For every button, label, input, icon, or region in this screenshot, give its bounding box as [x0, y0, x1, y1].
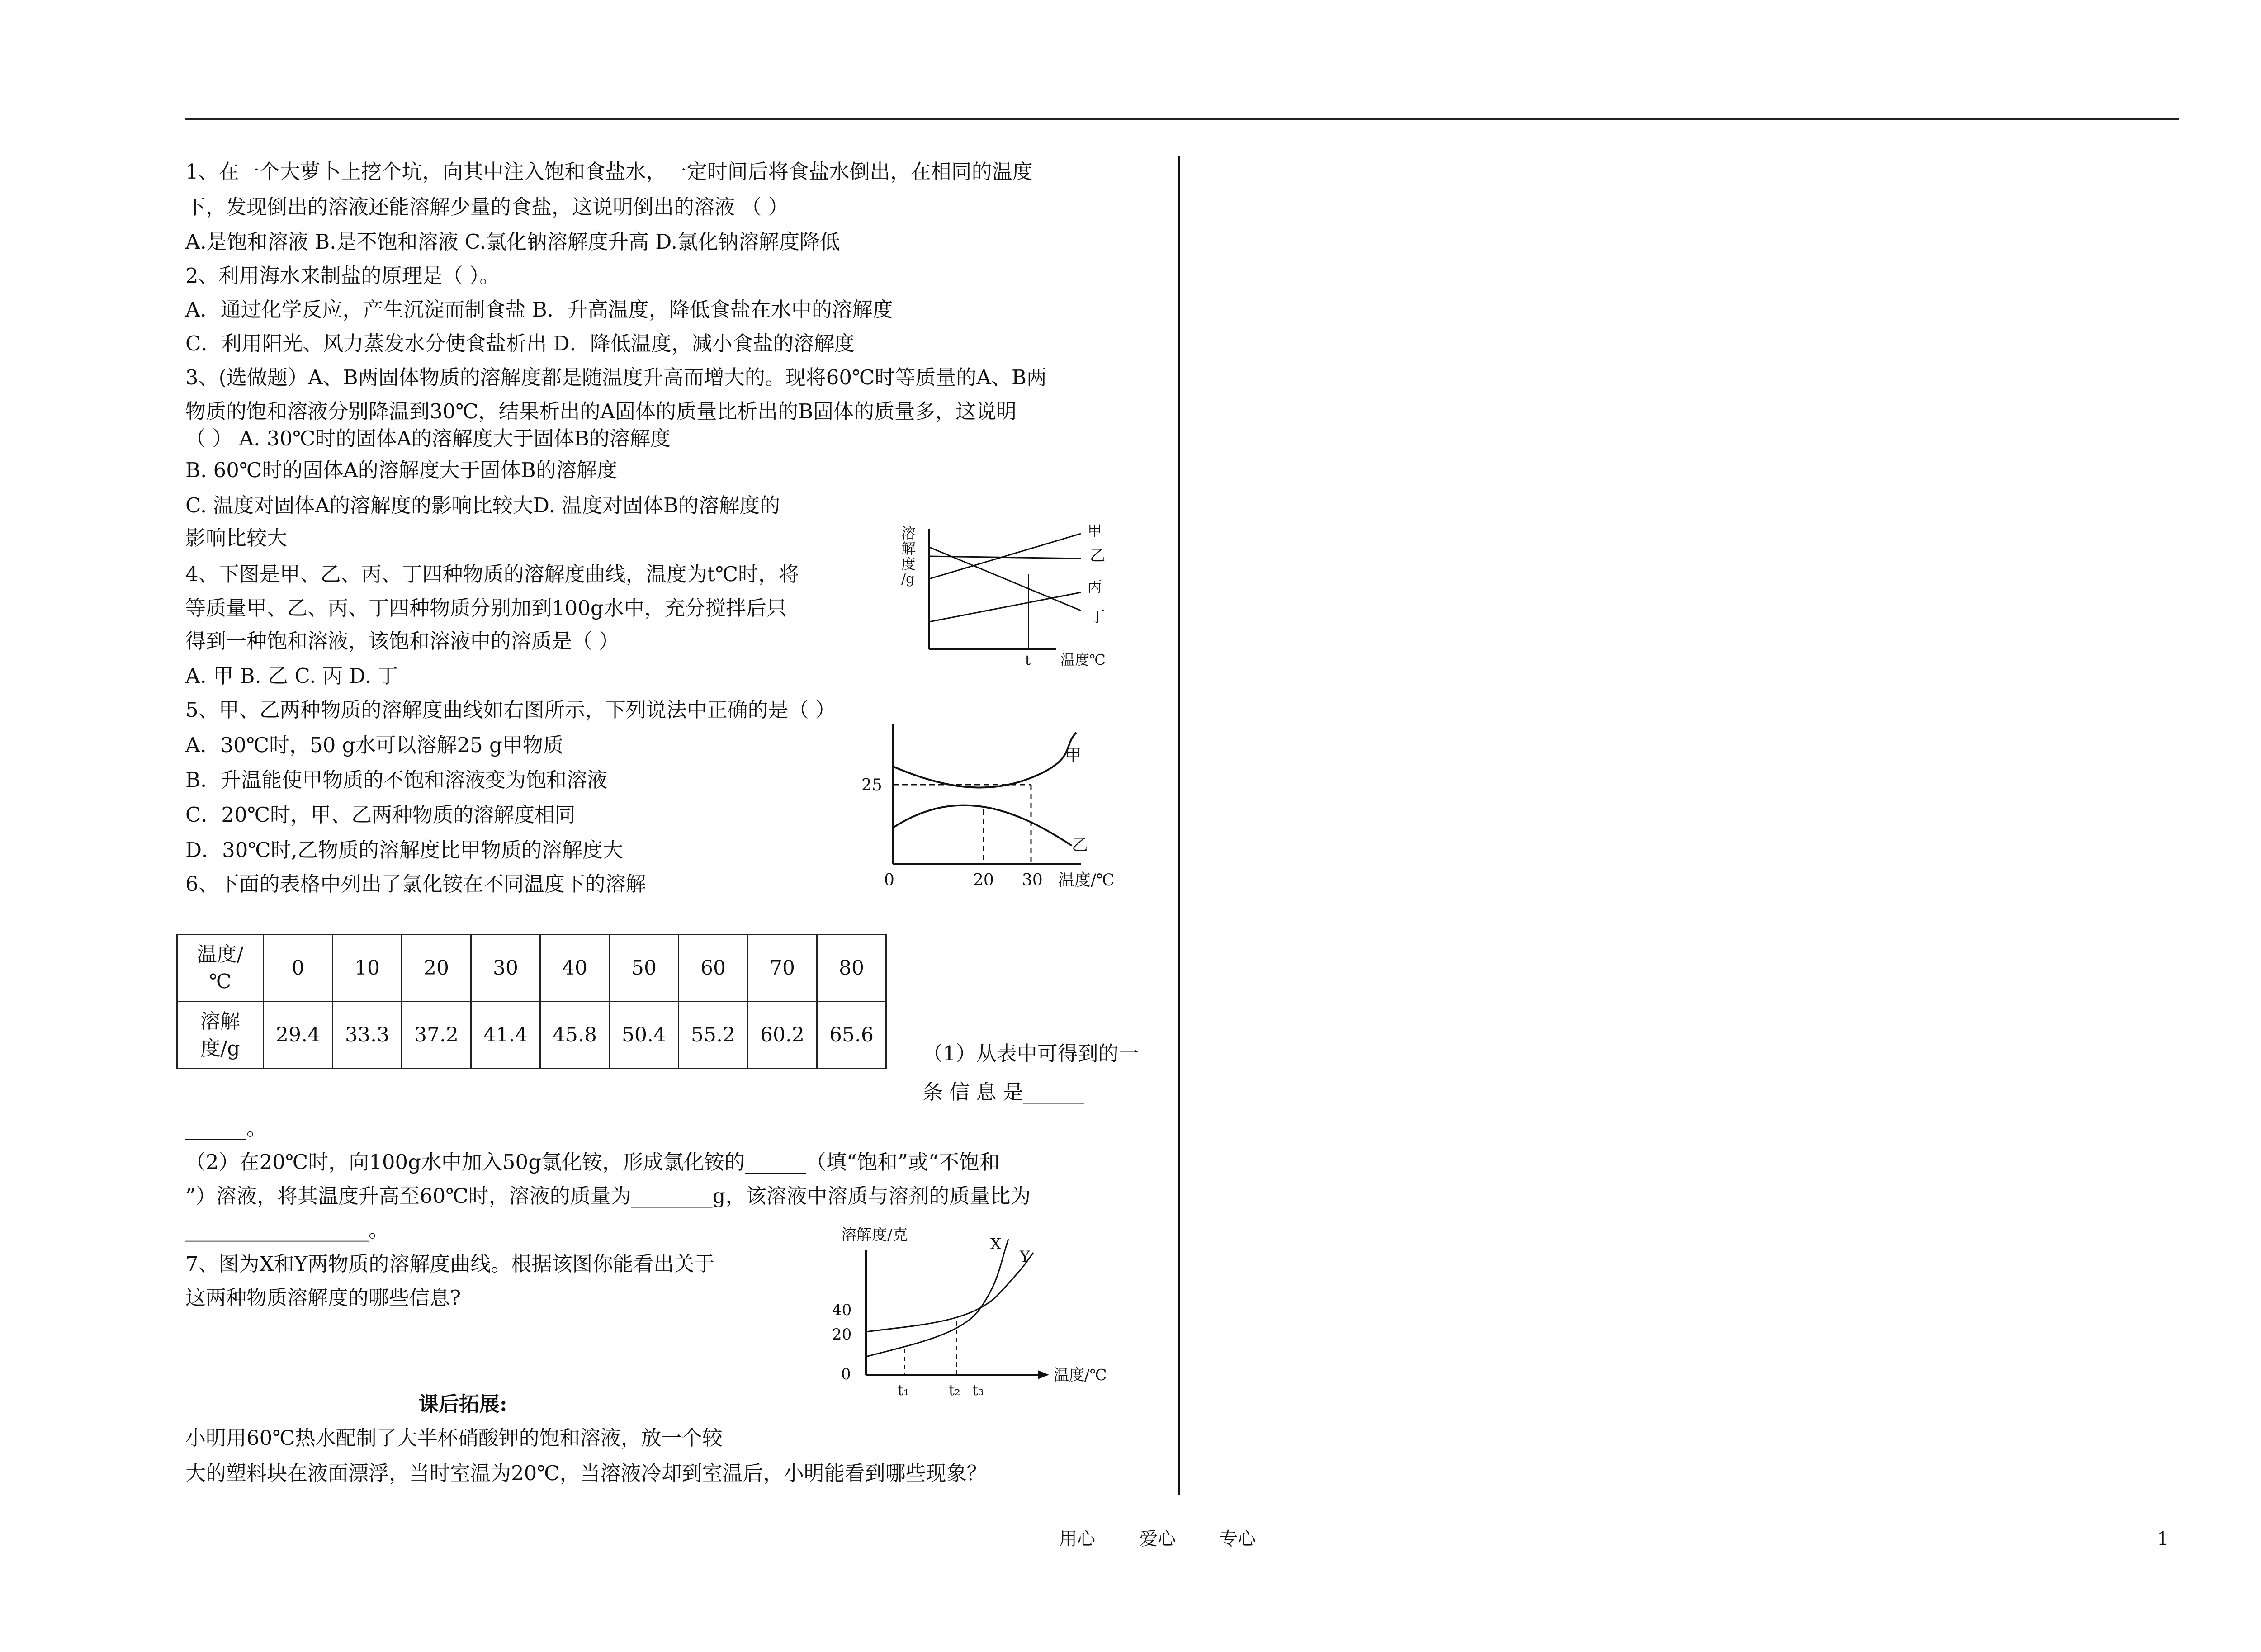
q5-option-a: A．30℃时，50 g水可以溶解25 g甲物质: [185, 733, 563, 757]
table-cell: 65.6: [817, 1002, 886, 1069]
q7-ylabel: 溶解度/克: [841, 1226, 908, 1244]
q3-line1: 3、(选做题）A、B两固体物质的溶解度都是随温度升高而增大的。现将60℃时等质量的A、B两: [185, 365, 1047, 389]
q4-series-ding: 丁: [1090, 608, 1105, 626]
q3-line2: 物质的饱和溶液分别降温到30℃，结果析出的A固体的质量比析出的B固体的质量多，这说明: [185, 399, 1017, 423]
q1-options: A.是饱和溶液 B.是不饱和溶液 C.氯化钠溶解度升高 D.氯化钠溶解度降低: [185, 230, 841, 254]
extension-line2: 大的塑料块在液面漂浮，当时室温为20℃，当溶液冷却到室温后，小明能看到哪些现象？: [185, 1461, 987, 1485]
q4-solubility-chart: [898, 516, 1151, 678]
footer-motto-3: 专心: [1220, 1529, 1256, 1549]
q7-y-tick-0: 0: [841, 1365, 851, 1383]
table-cell: 37.2: [402, 1002, 471, 1069]
q5-series-jia: 甲: [1065, 746, 1082, 765]
q3-line4: B. 60℃时的固体A的溶解度大于固体B的溶解度: [185, 458, 617, 482]
q4-series-yi: 乙: [1090, 547, 1105, 565]
q7-line2: 这两种物质溶解度的哪些信息?: [185, 1286, 461, 1310]
table-cell: 50.4: [610, 1002, 679, 1069]
q4-t-label: t: [1025, 653, 1031, 668]
q4-line2: 等质量甲、乙、丙、丁四种物质分别加到100g水中，充分搅拌后只: [185, 596, 787, 620]
table-cell: 29.4: [264, 1002, 333, 1069]
q4-curve-ding: [929, 592, 1081, 622]
q7-xlabel: 温度/℃: [1054, 1366, 1107, 1384]
header-rule: [185, 118, 2179, 120]
q3-line5: C. 温度对固体A的溶解度的影响比较大D. 温度对固体B的溶解度的: [185, 493, 780, 517]
table-cell: 80: [817, 935, 886, 1002]
q4-series-jia: 甲: [1088, 522, 1102, 540]
q5-option-c: C．20℃时，甲、乙两种物质的溶解度相同: [185, 803, 576, 827]
q7-line1: 7、图为X和Y两物质的溶解度曲线。根据该图你能看出关于: [185, 1252, 715, 1276]
table-cell: 20: [402, 935, 471, 1002]
table-cell: 60.2: [748, 1002, 817, 1069]
q7-x-tick-t3: t₃: [972, 1382, 984, 1397]
q3-line6: 影响比较大: [185, 526, 288, 550]
q5-x-tick-20: 20: [973, 871, 994, 890]
q6-part1-a: （1）从表中可得到的一: [922, 1041, 1139, 1065]
table-cell: 70: [748, 935, 817, 1002]
footer-motto-2: 爱心: [1140, 1529, 1176, 1549]
table-cell: 50: [610, 935, 679, 1002]
extension-line1: 小明用60℃热水配制了大半杯硝酸钾的饱和溶液，放一个较: [185, 1426, 723, 1450]
q5-x-tick-30: 30: [1022, 871, 1043, 890]
table-cell: 60: [679, 935, 748, 1002]
q4-ylabel-1: 溶: [901, 525, 916, 542]
table-header-solubility: 溶解 度/g: [177, 1002, 264, 1069]
q5-curve-jia: [893, 733, 1076, 788]
q4-line1: 4、下图是甲、乙、丙、丁四种物质的溶解度曲线，温度为t℃时，将: [185, 562, 799, 586]
q5-solubility-chart: [859, 719, 1149, 895]
q2-options-cd: C．利用阳光、风力蒸发水分使食盐析出 D．降低温度，减小食盐的溶解度: [185, 331, 855, 355]
table-cell: 30: [471, 935, 540, 1002]
q4-ylabel-3: 度: [901, 555, 916, 573]
footer-motto-1: 用心: [1059, 1529, 1095, 1549]
q3-line3: （ ） A. 30℃时的固体A的溶解度大于固体B的溶解度: [185, 426, 671, 450]
q5-stem: 5、甲、乙两种物质的溶解度曲线如右图所示，下列说法中正确的是（ ）: [185, 698, 836, 722]
q4-ylabel-4: /g: [901, 571, 915, 587]
q7-series-x: X: [990, 1235, 1002, 1253]
q5-xlabel: 温度/℃: [1058, 871, 1115, 890]
table-cell: 0: [264, 935, 333, 1002]
q6-part1-b: 条 信 息 是______: [922, 1080, 1084, 1104]
q7-x-tick-t1: t₁: [898, 1382, 909, 1397]
table-cell: 10: [333, 935, 402, 1002]
q5-option-d: D．30℃时,乙物质的溶解度比甲物质的溶解度大: [185, 838, 623, 862]
table-cell: 45.8: [540, 1002, 610, 1069]
q5-x-tick-0: 0: [884, 871, 894, 890]
page-number: 1: [2157, 1529, 2169, 1549]
q4-ylabel-2: 解: [901, 540, 916, 557]
q7-series-y: Y: [1020, 1248, 1030, 1266]
table-cell: 33.3: [333, 1002, 402, 1069]
q6-part2-a: （2）在20℃时，向100g水中加入50g氯化铵，形成氯化铵的______（填“饱和”或“不饱和: [185, 1150, 1000, 1174]
q6-part2-b: ”）溶液，将其温度升高至60℃时，溶液的质量为________g，该溶液中溶质与溶剂的质量比为: [185, 1184, 1031, 1208]
table-cell: 41.4: [471, 1002, 540, 1069]
q6-part1-c: ______。: [185, 1116, 267, 1140]
q5-option-b: B．升温能使甲物质的不饱和溶液变为饱和溶液: [185, 768, 608, 792]
q1-line2: 下，发现倒出的溶液还能溶解少量的食盐，这说明倒出的溶液 （ ）: [185, 195, 789, 219]
q6-part2-c: __________________。: [185, 1218, 389, 1242]
q5-curve-yi: [893, 805, 1072, 846]
table-row-temperature: [177, 935, 886, 1002]
q7-x-axis-arrow: [1038, 1370, 1049, 1379]
q7-curve-x: [866, 1239, 1008, 1357]
q7-solubility-chart: [828, 1221, 1144, 1397]
q1-line1: 1、在一个大萝卜上挖个坑，向其中注入饱和食盐水，一定时间后将食盐水倒出，在相同的温度: [185, 160, 1033, 184]
q7-x-tick-t2: t₂: [949, 1382, 960, 1397]
table-cell: 40: [540, 935, 610, 1002]
q4-series-bing: 丙: [1088, 578, 1102, 595]
q4-line3: 得到一种饱和溶液，该饱和溶液中的溶质是（ ）: [185, 629, 620, 653]
table-header-temperature: 温度/ ℃: [177, 935, 264, 1002]
extension-title: 课后拓展:: [418, 1392, 507, 1416]
table-cell: 55.2: [679, 1002, 748, 1069]
table-row-solubility: [177, 1002, 886, 1069]
column-divider: [1178, 156, 1180, 1495]
q7-curve-y: [866, 1253, 1033, 1332]
q5-y-tick-25: 25: [861, 776, 882, 795]
q6-stem: 6、下面的表格中列出了氯化铵在不同温度下的溶解: [185, 872, 646, 896]
q5-series-yi: 乙: [1072, 836, 1088, 854]
q4-options: A. 甲 B. 乙 C. 丙 D. 丁: [185, 664, 398, 688]
q2-stem: 2、利用海水来制盐的原理是（ ）。: [185, 264, 500, 288]
q7-y-tick-20: 20: [832, 1325, 852, 1344]
q2-options-ab: A．通过化学反应，产生沉淀而制食盐 B．升高温度，降低食盐在水中的溶解度: [185, 298, 893, 322]
ammonium-chloride-solubility-table: [176, 934, 887, 1069]
q4-xlabel: 温度℃: [1060, 651, 1106, 668]
q7-y-tick-40: 40: [832, 1301, 852, 1319]
